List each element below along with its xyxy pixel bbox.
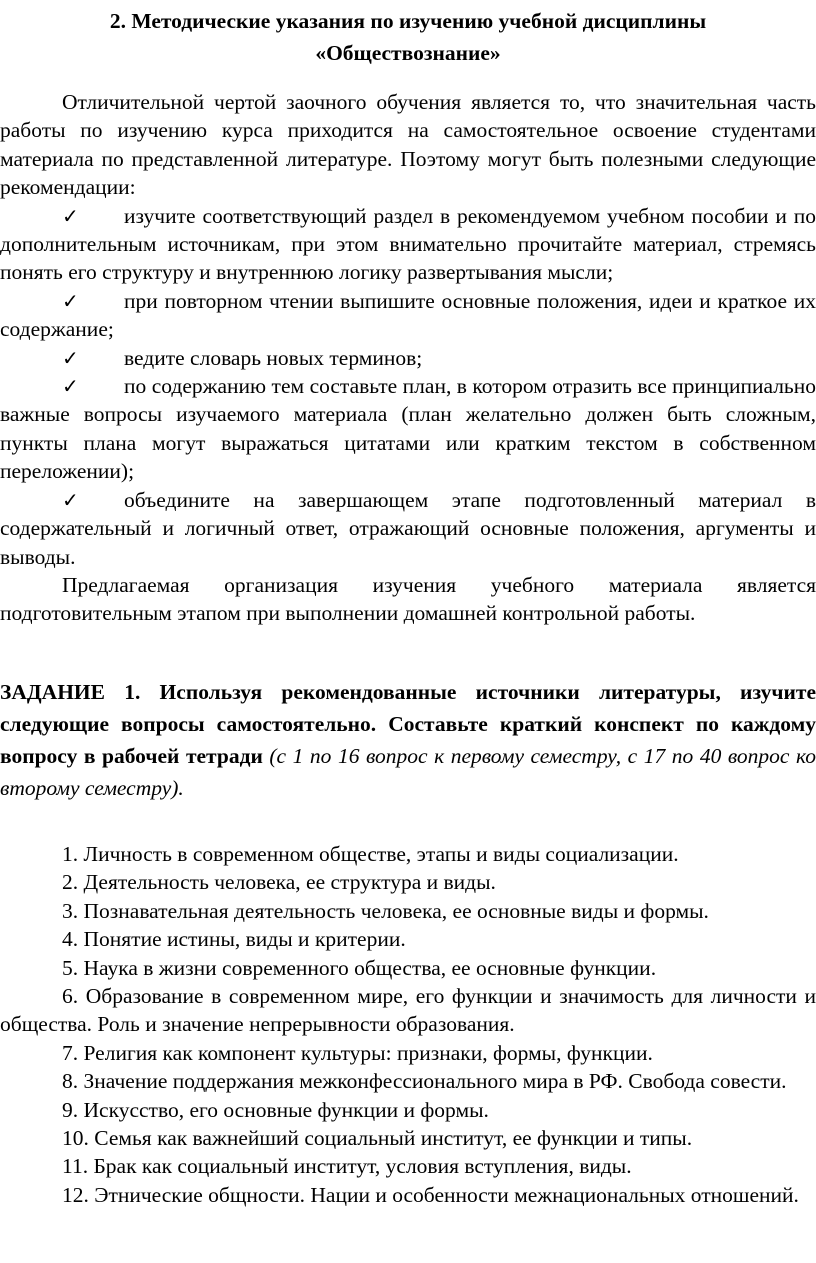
question-text: Значение поддержания межконфессионального мира в РФ. Свобода совести. (83, 1069, 787, 1094)
question-text: Религия как компонент культуры: признаки, формы, функции. (83, 1040, 653, 1065)
task-semester-note: (с 1 по 16 вопрос к первому семестру, с 17 по 40 вопрос ко второму семестру). (0, 744, 816, 800)
checkmark-icon: ✓ (62, 288, 79, 313)
question-text: Наука в жизни современного общества, ее основные функции. (83, 955, 657, 980)
question-item (0, 1124, 816, 1152)
question-number: 7. (62, 1040, 79, 1065)
question-number: 10. (62, 1126, 89, 1151)
question-text: Образование в современном мире, его функции и значимость для личности и общества. Роль и значение непрерывности образования. (0, 984, 816, 1037)
checkmark-icon: ✓ (62, 345, 79, 370)
question-item (0, 954, 816, 982)
checkmark-icon: ✓ (62, 374, 79, 399)
checkmark-icon: ✓ (62, 203, 79, 228)
task-section (0, 676, 816, 804)
question-item (0, 1039, 816, 1067)
task-bold-text: ЗАДАНИЕ 1. Используя рекомендованные источники литературы, изучите следующие вопросы самостоятельно. Составьте краткий конспект по каждому вопросу в рабочей тетради (0, 680, 816, 768)
question-number: 11. (62, 1154, 89, 1179)
page-title-line-1: 2. Методические указания по изучению учебной дисциплины (109, 9, 707, 33)
question-item (0, 840, 816, 868)
question-item (0, 982, 816, 1039)
question-item (0, 1181, 816, 1209)
recommendation-item: ✓ ведите словарь новых терминов; (0, 344, 816, 372)
questions-list (0, 840, 816, 1209)
question-text: Личность в современном обществе, этапы и виды социализации. (83, 842, 679, 866)
question-text: Искусство, его основные функции и формы. (83, 1097, 489, 1122)
question-number: 3. (62, 898, 79, 923)
question-number: 12. (62, 1182, 89, 1207)
question-text: Понятие истины, виды и критерии. (83, 927, 406, 952)
question-item (0, 1152, 816, 1180)
recommendation-item: ✓ объедините на завершающем этапе подготовленный материал в содержательный и логичный ответ, отражающий основные положения, аргументы и выводы. (0, 487, 816, 569)
recommendation-item: ✓ изучите соответствующий раздел в рекомендуемом учебном пособии и по дополнительным источникам, при этом внимательно прочитайте материал, стремясь понять его структуру и внутреннюю логику развертывания мысли; (0, 203, 816, 285)
question-item (0, 897, 816, 925)
question-item (0, 868, 816, 896)
intro-paragraph: Отличительной чертой заочного обучения является то, что значительная часть работы по изучению курса приходится на самостоятельное освоение студентами материала по представленной литературе. Поэтому могут быть полезными следующие рекомендации: (0, 90, 816, 200)
question-number: 1. (62, 842, 79, 866)
question-text: Брак как социальный институт, условия вступления, виды. (93, 1154, 632, 1179)
question-text: Этнические общности. Нации и особенности межнациональных отношений. (94, 1182, 799, 1207)
task-heading (0, 676, 816, 804)
question-text: Познавательная деятельность человека, ее основные виды и формы. (83, 898, 709, 923)
question-number: 2. (62, 870, 79, 895)
checkmark-icon: ✓ (62, 487, 79, 512)
question-number: 8. (62, 1069, 79, 1094)
question-number: 9. (62, 1097, 79, 1122)
question-text: Семья как важнейший социальный институт, ее функции и типы. (94, 1126, 693, 1151)
heading-block (0, 4, 816, 68)
question-item (0, 1096, 816, 1124)
question-item (0, 925, 816, 953)
question-number: 5. (62, 955, 79, 980)
question-text: Деятельность человека, ее структура и виды. (83, 870, 496, 895)
question-item (0, 1067, 816, 1095)
closing-paragraph: Предлагаемая организация изучения учебного материала является подготовительным этапом при выполнении домашней контрольной работы. (0, 572, 816, 626)
recommendation-item: ✓ при повторном чтении выпишите основные положения, идеи и краткое их содержание; (0, 288, 816, 342)
recommendations-section (0, 88, 816, 628)
question-number: 4. (62, 927, 79, 952)
recommendation-item: ✓ по содержанию тем составьте план, в котором отразить все принципиально важные вопросы изучаемого материала (план желательно должен быть сложным, пункты плана могут выражаться цитатами или кратким текстом в собственном переложении); (0, 374, 816, 484)
page-title-line-2: «Обществознание» (315, 41, 501, 65)
question-number: 6. (62, 984, 79, 1009)
